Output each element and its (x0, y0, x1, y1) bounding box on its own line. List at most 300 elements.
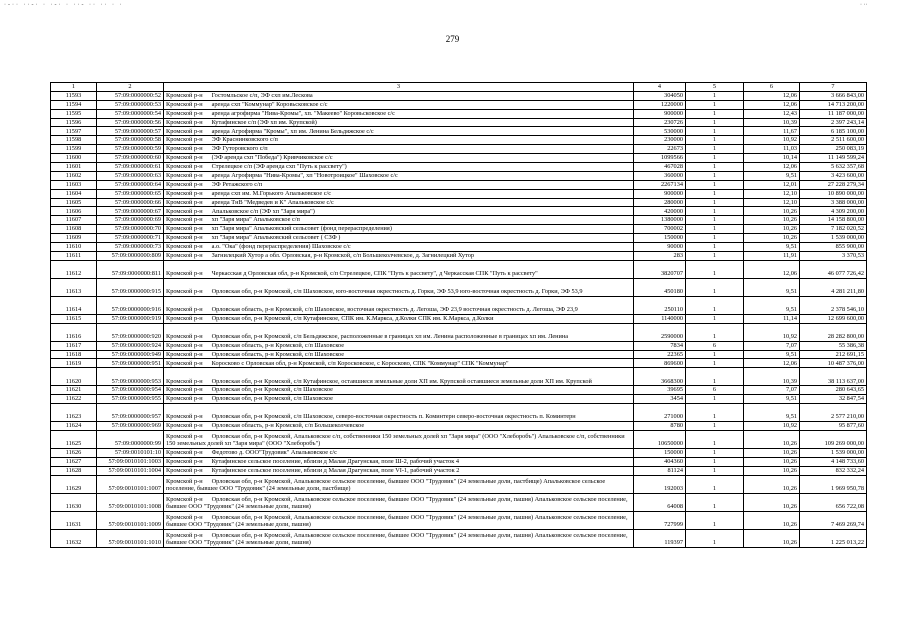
quantity-value: 1 (686, 234, 744, 243)
area-value: 530000 (634, 127, 686, 136)
row-id: 11606 (51, 207, 97, 216)
cadastral-value: 250 083,19 (800, 145, 867, 154)
row-id: 11618 (51, 350, 97, 359)
row-id: 11595 (51, 109, 97, 118)
cadastral-value: 14 158 800,00 (800, 216, 867, 225)
cadastral-value: 832 332,24 (800, 466, 867, 475)
cadastral-number: 57:09:0000000:949 (97, 350, 164, 359)
rate-value: 9,51 (744, 171, 800, 180)
row-id: 11622 (51, 395, 97, 404)
description-cell (164, 251, 634, 260)
description-cell (164, 278, 634, 296)
quantity-value: 1 (686, 207, 744, 216)
table-row (51, 449, 867, 458)
rate-value: 10,26 (744, 511, 800, 529)
area-value: 1140000 (634, 314, 686, 323)
location-description: Орловская обл, р-н Кромской, Апальковское с/п, собственники 150 земельных долей хп "Заря мира" (ООО "Хлеборобъ") Апальковское с/п, собственники 150 земельных долей хп "Заря мира" (ООО "Хлеборобъ") (166, 433, 625, 448)
rate-value: 12,43 (744, 109, 800, 118)
quantity-value: 1 (686, 395, 744, 404)
row-id: 11621 (51, 386, 97, 395)
area-value: 230000 (634, 136, 686, 145)
region-label: Кромской р-н (166, 163, 203, 171)
cadastral-value: 109 269 000,00 (800, 431, 867, 449)
location-description: Черкасская д Орловская обл, р-н Кромской, с/п Стрелецкое, СПК "Путь к рассвету", д Черкасская СПК "Путь к рассвету" (211, 270, 538, 278)
area-value: 22673 (634, 145, 686, 154)
description-cell (164, 109, 634, 118)
cadastral-number: 57:09:0000000:63 (97, 171, 164, 180)
row-id: 11607 (51, 216, 97, 225)
cadastral-value: 3 666 843,00 (800, 91, 867, 100)
area-value: 360000 (634, 171, 686, 180)
location-description: аренда Агрофирма "Кромы", хп им. Ленина Бельдяжское с/с (211, 127, 374, 135)
rate-value: 12,06 (744, 260, 800, 278)
region-label: Кромской р-н (166, 496, 203, 504)
cadastral-value: 11 149 599,24 (800, 154, 867, 163)
area-value: 7834 (634, 341, 686, 350)
quantity-value: 1 (686, 457, 744, 466)
table-row (51, 260, 867, 278)
area-value: 450180 (634, 278, 686, 296)
location-description: аренда агрофирма "Нива-Кромы", хп. "Макеево" Коровьсковское с/с (211, 109, 395, 117)
region-label: Кромской р-н (166, 207, 203, 215)
table-row (51, 278, 867, 296)
region-label: Кромской р-н (166, 433, 203, 441)
area-value: 230726 (634, 118, 686, 127)
description-cell (164, 216, 634, 225)
cadastral-value: 32 847,54 (800, 395, 867, 404)
cadastral-value: 2 511 600,00 (800, 136, 867, 145)
rate-value: 9,51 (744, 296, 800, 314)
description-cell (164, 449, 634, 458)
quantity-value: 1 (686, 296, 744, 314)
description-cell (164, 529, 634, 547)
region-label: Кромской р-н (166, 225, 203, 233)
location-description: Орловская обл, р-н Кромской, с/п Шаховское (211, 386, 333, 394)
description-cell (164, 243, 634, 252)
cadastral-number: 57:09:0000000:70 (97, 225, 164, 234)
table-row (51, 100, 867, 109)
location-description: Орловская обл, р-н Кромской, с/п Шаховское, юго-восточная окрестность д. Горки, ЭФ 53,9 юго-восточная окрестность д. Горки, ЭФ 53,9 (211, 288, 583, 296)
cadastral-value: 4 309 200,00 (800, 207, 867, 216)
description-cell (164, 511, 634, 529)
description-cell (164, 296, 634, 314)
location-description: Орловская обл, р-н Кромской, с/п Шаховское (211, 395, 333, 403)
rate-value: 12,01 (744, 180, 800, 189)
location-description: аренда схп им. М.Горького Апальковское с/с (211, 189, 332, 197)
description-cell (164, 431, 634, 449)
region-label: Кромской р-н (166, 395, 203, 403)
area-value: 420000 (634, 207, 686, 216)
region-label: Кромской р-н (166, 243, 203, 251)
cadastral-number: 57:09:0000000:915 (97, 278, 164, 296)
cadastral-number: 57:09:0000000:56 (97, 118, 164, 127)
cadastral-number: 57:09:0010101:1004 (97, 466, 164, 475)
rate-value: 9,51 (744, 404, 800, 422)
cadastral-number: 57:09:0010101:1010 (97, 529, 164, 547)
location-description: Стрелецкое с/п (ЭФ аренда схп "Путь к рассвету") (211, 163, 347, 171)
row-id: 11630 (51, 493, 97, 511)
quantity-value: 1 (686, 145, 744, 154)
row-id: 11599 (51, 145, 97, 154)
area-value: 10650000 (634, 431, 686, 449)
table-row (51, 127, 867, 136)
rate-value: 10,26 (744, 493, 800, 511)
description-cell (164, 136, 634, 145)
description-cell (164, 368, 634, 386)
description-cell (164, 145, 634, 154)
area-value: 900000 (634, 189, 686, 198)
area-value: 304050 (634, 91, 686, 100)
cadastral-number: 57:09:0000000:71 (97, 234, 164, 243)
description-cell (164, 422, 634, 431)
description-cell (164, 189, 634, 198)
quantity-value: 1 (686, 511, 744, 529)
row-id: 11602 (51, 171, 97, 180)
row-id: 11604 (51, 189, 97, 198)
quantity-value: 1 (686, 466, 744, 475)
description-cell (164, 493, 634, 511)
region-label: Кромской р-н (166, 180, 203, 188)
area-value: 1220000 (634, 100, 686, 109)
location-description: Орловская область, р-н Кромской, с/п Шаховское (211, 350, 345, 358)
cadastral-value: 11 187 000,00 (800, 109, 867, 118)
rate-value: 10,39 (744, 118, 800, 127)
description-cell (164, 234, 634, 243)
region-label: Кромской р-н (166, 127, 203, 135)
row-id: 11601 (51, 163, 97, 172)
cadastral-value: 6 185 100,00 (800, 127, 867, 136)
region-label: Кромской р-н (166, 109, 203, 117)
rate-value: 12,06 (744, 359, 800, 368)
location-description: Орловская обл, р-н Кромской, с/п Кутафинское, оставшиеся земельные доли ХП им. Крупской оставшиеся земельные доли ХП им. Крупской (211, 377, 592, 385)
table-row (51, 145, 867, 154)
description-cell (164, 457, 634, 466)
region-label: Кромской р-н (166, 314, 203, 322)
location-description: Кутафинское с/п (ЭФ хп им. Крупской) (211, 118, 317, 126)
land-registry-table (50, 82, 867, 548)
quantity-value: 1 (686, 359, 744, 368)
cadastral-number: 57:09:0010101:1009 (97, 511, 164, 529)
location-description: ЭФ Ретажского с/п (211, 180, 263, 188)
location-description: Орловская обл, р-н Кромской, Апальковское сельское поселение, бывшее ООО "Трудовик" (24 земельные доли, пастбище) Апальковское сельское поселение, бывшее ООО "Трудовик" (24 земельные доли, пастбище) (166, 478, 606, 492)
table-row (51, 323, 867, 341)
table-row (51, 475, 867, 493)
location-description: Коросково с Орловская обл, р-н Кромской, с/п Коросковское, с Коросково, СПК "Коммунар" СПК "Коммунар" (211, 359, 509, 367)
cadastral-value: 14 713 200,00 (800, 100, 867, 109)
cadastral-value: 12 699 600,00 (800, 314, 867, 323)
cadastral-number: 57:09:0000000:957 (97, 404, 164, 422)
rate-value: 10,14 (744, 154, 800, 163)
region-label: Кромской р-н (166, 252, 203, 260)
rate-value: 11,91 (744, 251, 800, 260)
quantity-value: 1 (686, 163, 744, 172)
row-id: 11626 (51, 449, 97, 458)
cadastral-number: 57:09:0000000:52 (97, 91, 164, 100)
description-cell (164, 180, 634, 189)
cadastral-number: 57:09:0010101:1008 (97, 493, 164, 511)
area-value: 869600 (634, 359, 686, 368)
quantity-value: 1 (686, 314, 744, 323)
quantity-value: 1 (686, 431, 744, 449)
cadastral-value: 2 397 243,14 (800, 118, 867, 127)
quantity-value: 1 (686, 100, 744, 109)
cadastral-value: 7 469 269,74 (800, 511, 867, 529)
cadastral-number: 57:09:0000000:919 (97, 314, 164, 323)
table-row (51, 234, 867, 243)
location-description: Орловская область, р-н Кромской, с/п Большеколчевское (211, 422, 365, 430)
cadastral-number: 57:09:0000000:809 (97, 251, 164, 260)
cadastral-value: 2 378 546,10 (800, 296, 867, 314)
table-row (51, 189, 867, 198)
region-label: Кромской р-н (166, 216, 203, 224)
cadastral-value: 3 423 600,00 (800, 171, 867, 180)
location-description: хп "Заря мира" Апальковское с/п (211, 216, 300, 224)
cadastral-value: 4 148 733,60 (800, 457, 867, 466)
area-value: 271000 (634, 404, 686, 422)
region-label: Кромской р-н (166, 288, 203, 296)
cadastral-number: 57:09:0000000:924 (97, 341, 164, 350)
description-cell (164, 359, 634, 368)
row-id: 11615 (51, 314, 97, 323)
region-label: Кромской р-н (166, 514, 203, 522)
cadastral-number: 57:09:0000000:811 (97, 260, 164, 278)
cadastral-number: 57:09:0010101:1007 (97, 475, 164, 493)
table-row (51, 431, 867, 449)
cadastral-number: 57:09:0000000:60 (97, 154, 164, 163)
description-cell (164, 395, 634, 404)
region-label: Кромской р-н (166, 341, 203, 349)
table-row (51, 207, 867, 216)
area-value: 3454 (634, 395, 686, 404)
quantity-value: 6 (686, 386, 744, 395)
quantity-value: 1 (686, 243, 744, 252)
cadastral-number: 57:09:0000000:65 (97, 189, 164, 198)
cadastral-value: 46 077 726,42 (800, 260, 867, 278)
cadastral-value: 95 877,60 (800, 422, 867, 431)
row-id: 11603 (51, 180, 97, 189)
location-description: аренда Агрофирма "Нива-Кромы", хп "Новотроицкое" Шаховское с/с (211, 172, 398, 179)
table-row (51, 511, 867, 529)
rate-value: 10,92 (744, 136, 800, 145)
area-value: 8780 (634, 422, 686, 431)
row-id: 11623 (51, 404, 97, 422)
region-label: Кромской р-н (166, 422, 203, 430)
quantity-value: 1 (686, 189, 744, 198)
table-row (51, 422, 867, 431)
region-label: Кромской р-н (166, 91, 203, 99)
area-value: 150000 (634, 234, 686, 243)
table-row (51, 341, 867, 350)
location-description: Кутафинское сельское поселение, вблизи д Малая Драгунская, поле Ш-2, рабочий участок 4 (211, 458, 460, 466)
area-value: 700002 (634, 225, 686, 234)
table-row (51, 296, 867, 314)
region-label: Кромской р-н (166, 100, 203, 108)
row-id: 11624 (51, 422, 97, 431)
description-cell (164, 314, 634, 323)
area-value: 90000 (634, 243, 686, 252)
column-header: 5 (686, 83, 744, 92)
quantity-value: 1 (686, 198, 744, 207)
quantity-value: 1 (686, 180, 744, 189)
quantity-value: 1 (686, 422, 744, 431)
cadastral-number: 57:09:0000000:59 (97, 145, 164, 154)
region-label: Кромской р-н (166, 466, 203, 474)
quantity-value: 1 (686, 368, 744, 386)
rate-value: 9,51 (744, 350, 800, 359)
description-cell (164, 163, 634, 172)
rate-value: 10,26 (744, 449, 800, 458)
cadastral-number: 57:09:0000000:951 (97, 359, 164, 368)
row-id: 11627 (51, 457, 97, 466)
quantity-value: 1 (686, 529, 744, 547)
quantity-value: 1 (686, 109, 744, 118)
cadastral-value: 855 900,00 (800, 243, 867, 252)
region-label: Кромской р-н (166, 478, 203, 486)
area-value: 64008 (634, 493, 686, 511)
location-description: а.о. "Ока" (фонд перераспределения) Шаховское с/с (211, 243, 351, 251)
rate-value: 12,06 (744, 91, 800, 100)
cadastral-number: 57:09:0000000:69 (97, 216, 164, 225)
area-value: 404360 (634, 457, 686, 466)
region-label: Кромской р-н (166, 189, 203, 197)
row-id: 11614 (51, 296, 97, 314)
quantity-value: 1 (686, 154, 744, 163)
scan-noise-left: ·-·· ··-· · ·-· · ··- ·· ·· · · (4, 2, 124, 8)
table-row (51, 314, 867, 323)
cadastral-number: 57:09:0000000:67 (97, 207, 164, 216)
cadastral-number: 57:09:0010101:1003 (97, 457, 164, 466)
table-row (51, 180, 867, 189)
quantity-value: 1 (686, 278, 744, 296)
table-row (51, 251, 867, 260)
table-row (51, 136, 867, 145)
quantity-value: 1 (686, 127, 744, 136)
rate-value: 10,26 (744, 475, 800, 493)
rate-value: 12,10 (744, 198, 800, 207)
cadastral-value: 7 182 020,52 (800, 225, 867, 234)
quantity-value: 1 (686, 171, 744, 180)
cadastral-value: 10 890 000,00 (800, 189, 867, 198)
row-id: 11617 (51, 341, 97, 350)
row-id: 11612 (51, 260, 97, 278)
table-row (51, 154, 867, 163)
column-header: 4 (634, 83, 686, 92)
description-cell (164, 323, 634, 341)
cadastral-number: 57:09:0000000:99 (97, 431, 164, 449)
table-row (51, 91, 867, 100)
quantity-value: 1 (686, 449, 744, 458)
description-cell (164, 260, 634, 278)
column-header: 7 (800, 83, 867, 92)
row-id: 11625 (51, 431, 97, 449)
table-row (51, 225, 867, 234)
quantity-value: 6 (686, 341, 744, 350)
region-label: Кромской р-н (166, 449, 203, 457)
location-description: Орловская область, р-н Кромской, с/п Шаховское (211, 341, 345, 349)
description-cell (164, 475, 634, 493)
row-id: 11608 (51, 225, 97, 234)
column-header: 3 (164, 83, 634, 92)
cadastral-value: 2 577 210,00 (800, 404, 867, 422)
area-value: 81124 (634, 466, 686, 475)
row-id: 11611 (51, 251, 97, 260)
table-row (51, 368, 867, 386)
location-description: Гостомльское с/п, ЭФ схп им.Лескова (211, 91, 313, 99)
quantity-value: 1 (686, 251, 744, 260)
rate-value: 12,06 (744, 100, 800, 109)
rate-value: 10,26 (744, 216, 800, 225)
area-value: 39695 (634, 386, 686, 395)
cadastral-number: 57:09:0000000:920 (97, 323, 164, 341)
description-cell (164, 171, 634, 180)
location-description: Федотово д. ООО"Трудовик" Апальковское с/с (211, 449, 337, 457)
description-cell (164, 154, 634, 163)
table-row (51, 243, 867, 252)
location-description: Орловская обл, р-н Кромской, Апальковское сельское поселение, бывшее ООО "Трудовик" (24 земельные доли, пашня) Апальковское сельское поселение, бывшее ООО "Трудовик" (24 земельные доли, пашня) (166, 496, 628, 510)
location-description: аренда ТнВ "Медведев и К" Апальковское с/с (211, 198, 334, 206)
cadastral-number: 57:09:0000000:916 (97, 296, 164, 314)
row-id: 11593 (51, 91, 97, 100)
area-value: 2267134 (634, 180, 686, 189)
area-value: 3820707 (634, 260, 686, 278)
cadastral-value: 280 643,65 (800, 386, 867, 395)
cadastral-value: 38 113 637,00 (800, 368, 867, 386)
area-value: 250110 (634, 296, 686, 314)
cadastral-value: 10 487 376,00 (800, 359, 867, 368)
cadastral-number: 57:09:0000000:54 (97, 109, 164, 118)
cadastral-value: 5 632 357,68 (800, 163, 867, 172)
cadastral-value: 3 370,53 (800, 251, 867, 260)
table-row (51, 216, 867, 225)
quantity-value: 1 (686, 118, 744, 127)
cadastral-value: 28 282 800,00 (800, 323, 867, 341)
table-row (51, 109, 867, 118)
cadastral-value: 4 281 211,80 (800, 278, 867, 296)
region-label: Кромской р-н (166, 332, 203, 340)
area-value: 192003 (634, 475, 686, 493)
description-cell (164, 404, 634, 422)
row-id: 11620 (51, 368, 97, 386)
quantity-value: 1 (686, 475, 744, 493)
location-description: ЭФ Гуторовского с/п (211, 145, 268, 153)
region-label: Кромской р-н (166, 145, 203, 153)
table-row (51, 198, 867, 207)
location-description: Орловская обл, р-н Кромской, Апальковское сельское поселение, бывшее ООО "Трудовик" (24 земельные доли, пашня) Апальковское сельское поселение, бывшее ООО "Трудовик" (24 земельные доли, пашня) (166, 514, 628, 528)
cadastral-value: 3 388 000,00 (800, 198, 867, 207)
location-description: Орловская обл, р-н Кромской, с/п Кутафинское, СПК им. К.Маркса, д.Колки СПК им. К.Маркса, д.Колки (211, 314, 494, 322)
region-label: Кромской р-н (166, 386, 203, 394)
table-row (51, 118, 867, 127)
cadastral-number: 57:09:0000000:953 (97, 368, 164, 386)
rate-value: 10,26 (744, 457, 800, 466)
region-label: Кромской р-н (166, 306, 203, 314)
cadastral-number: 57:09:0000000:954 (97, 386, 164, 395)
region-label: Кромской р-н (166, 154, 203, 162)
rate-value: 9,51 (744, 243, 800, 252)
scan-noise-right: · ·· (860, 2, 868, 8)
quantity-value: 1 (686, 350, 744, 359)
description-cell (164, 118, 634, 127)
description-cell (164, 350, 634, 359)
rate-value: 11,03 (744, 145, 800, 154)
cadastral-value: 656 722,08 (800, 493, 867, 511)
column-header: 1 (51, 83, 97, 92)
rate-value: 9,51 (744, 278, 800, 296)
quantity-value: 1 (686, 323, 744, 341)
table-row (51, 171, 867, 180)
location-description: хп "Заря мира" Апальковский сельсовет (фонд перераспределения) (211, 225, 392, 233)
description-cell (164, 127, 634, 136)
